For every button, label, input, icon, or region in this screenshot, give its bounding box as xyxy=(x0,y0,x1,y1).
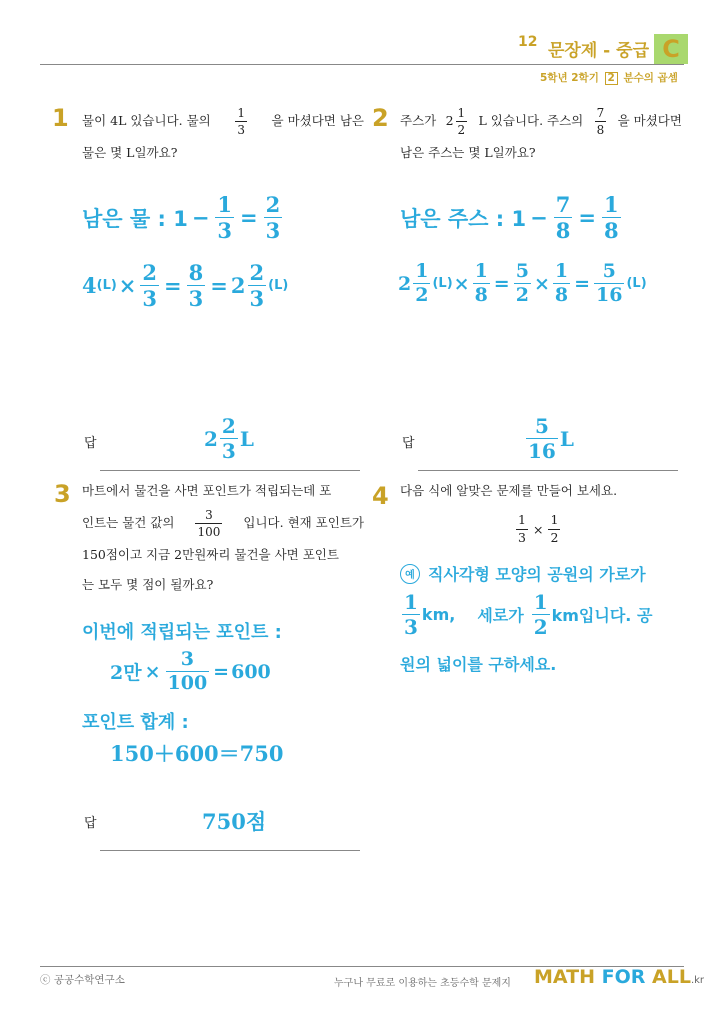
numerator: 1 xyxy=(217,192,233,217)
denominator: 8 xyxy=(474,284,488,306)
fraction xyxy=(215,194,234,241)
unit: (L) xyxy=(626,276,647,291)
denominator: 3 xyxy=(518,529,526,545)
whole-number: 2 xyxy=(445,113,454,128)
work-label-1: 이번에 적립되는 포인트 : xyxy=(82,622,282,643)
level-badge: C xyxy=(654,34,688,64)
fraction xyxy=(594,262,624,305)
problem-number: 2 xyxy=(372,104,389,132)
answer-value xyxy=(524,416,574,461)
numerator: 5 xyxy=(526,416,558,439)
numerator: 7 xyxy=(596,105,605,120)
copyright: ⓒ 공공수학연구소 xyxy=(40,974,125,986)
numerator: 1 xyxy=(474,260,488,282)
equals-sign: = xyxy=(164,273,182,298)
fraction xyxy=(548,514,560,544)
question-text xyxy=(82,104,364,168)
fraction xyxy=(553,262,570,305)
denominator: 3 xyxy=(404,615,418,639)
denominator: 3 xyxy=(221,439,236,463)
value: 2만 xyxy=(110,662,142,684)
fraction xyxy=(402,592,420,637)
fraction xyxy=(526,416,558,461)
work-line-1 xyxy=(82,194,284,241)
fraction xyxy=(248,262,267,309)
fraction xyxy=(456,107,468,136)
numerator: 1 xyxy=(554,260,569,282)
question-part: L 있습니다. 주스의 xyxy=(478,113,584,128)
brand-math: MATH xyxy=(534,966,595,988)
question-line: 는 모두 몇 점이 될까요? xyxy=(82,577,214,592)
fraction xyxy=(413,262,430,305)
numerator: 1 xyxy=(237,105,245,120)
fraction xyxy=(140,262,159,309)
denominator: 3 xyxy=(249,286,265,311)
denominator: 3 xyxy=(265,218,281,243)
denominator: 16 xyxy=(528,439,556,463)
answer-line-3: 원의 넓이를 구하세요. xyxy=(400,655,557,674)
page-number: 12 xyxy=(518,34,538,50)
expression xyxy=(514,514,562,544)
equals-sign: = xyxy=(574,272,591,295)
unit: (L) xyxy=(432,276,453,291)
equals-sign: = xyxy=(210,273,228,298)
answer-underline xyxy=(418,470,678,471)
answer-value xyxy=(204,416,254,461)
question-part: 물은 몇 L일까요? xyxy=(82,145,178,160)
unit: L xyxy=(559,426,574,451)
numerator: 5 xyxy=(594,262,624,284)
answer-text: 직사각형 모양의 공원의 가로가 xyxy=(428,565,646,584)
times-sign: × xyxy=(532,521,544,537)
denominator: 100 xyxy=(167,672,208,694)
times-sign: × xyxy=(144,660,161,683)
worksheet-title: 문장제 - 중급 xyxy=(548,41,650,61)
question-line: 150점이고 지금 2만원짜리 물건을 사면 포인트 xyxy=(82,547,339,562)
denominator: 2 xyxy=(550,529,559,545)
denominator: 8 xyxy=(554,284,569,306)
times-sign: × xyxy=(453,272,470,295)
answer-text: km입니다. 공 xyxy=(551,606,653,625)
times-sign: × xyxy=(118,273,137,298)
denominator: 16 xyxy=(596,284,623,306)
question-part: 남은 주스는 몇 L일까요? xyxy=(400,145,536,160)
fraction xyxy=(514,262,531,305)
problem-number: 1 xyxy=(52,104,69,132)
numerator: 1 xyxy=(603,192,619,217)
question-part: 인트는 물건 값의 xyxy=(82,515,175,530)
header-rule xyxy=(40,64,684,65)
work-line-2: 150＋600＝750 xyxy=(110,741,284,766)
denominator: 2 xyxy=(515,284,529,306)
question-part: 을 마셨다면 xyxy=(617,113,682,128)
fraction xyxy=(187,262,206,309)
answer-label: 답 xyxy=(402,436,415,451)
numerator: 3 xyxy=(166,650,210,672)
denominator: 2 xyxy=(533,615,548,639)
value: 4 xyxy=(82,273,97,298)
unit: km, xyxy=(421,605,456,624)
unit-subtitle xyxy=(540,70,678,85)
denominator: 2 xyxy=(457,122,466,137)
equals-sign: = xyxy=(578,205,596,230)
denominator: 3 xyxy=(237,122,245,137)
numerator: 1 xyxy=(457,105,466,120)
fraction xyxy=(602,194,621,241)
equals-sign: = xyxy=(213,660,230,683)
denominator: 3 xyxy=(217,218,233,243)
work-line-1 xyxy=(400,194,623,241)
times-sign: × xyxy=(533,272,550,295)
answer-underline xyxy=(100,470,360,471)
minus-sign: − xyxy=(191,205,210,230)
whole-number: 2 xyxy=(230,273,246,298)
answer-text: 세로가 xyxy=(477,606,524,625)
whole-number: 2 xyxy=(398,272,412,295)
denominator: 100 xyxy=(197,524,221,539)
question-part: 입니다. 현재 포인트가 xyxy=(243,515,364,530)
mixed-number xyxy=(446,106,470,136)
problem-number: 3 xyxy=(54,480,71,508)
result: 600 xyxy=(231,660,271,683)
numerator: 1 xyxy=(533,590,548,614)
numerator: 5 xyxy=(515,260,529,282)
denominator: 8 xyxy=(555,218,571,243)
answer-value: 750점 xyxy=(202,809,267,834)
problem-number: 4 xyxy=(372,482,389,510)
brand-all: ALL xyxy=(652,966,691,988)
numerator: 1 xyxy=(415,260,429,282)
equals-sign: = xyxy=(240,205,258,230)
denominator: 3 xyxy=(142,286,158,311)
unit: (L) xyxy=(96,278,117,293)
denominator: 8 xyxy=(596,122,605,137)
fraction xyxy=(532,592,550,637)
equals-sign: = xyxy=(493,272,510,295)
fraction xyxy=(516,514,528,544)
brand-kr: .kr xyxy=(690,975,705,986)
question-part: 물이 4L 있습니다. 물의 xyxy=(82,113,211,128)
work-line-2 xyxy=(82,262,288,309)
minus-sign: − xyxy=(530,205,548,230)
brand-logo xyxy=(534,966,704,988)
answer-line-1 xyxy=(400,562,646,585)
work-line-2 xyxy=(398,262,647,305)
question-part: 주스가 xyxy=(400,113,437,128)
question-text xyxy=(82,476,364,600)
fraction xyxy=(220,416,238,461)
answer-label: 답 xyxy=(84,436,97,451)
fraction xyxy=(195,509,222,538)
fraction xyxy=(264,194,283,241)
work-label-2: 포인트 합계 : xyxy=(82,712,189,733)
denominator: 8 xyxy=(603,218,619,243)
numerator: 7 xyxy=(555,192,571,217)
unit: (L) xyxy=(268,278,289,293)
whole-number: 2 xyxy=(204,426,218,451)
work-label: 남은 물 : 1 xyxy=(82,206,188,231)
answer-line-2 xyxy=(400,592,652,637)
grade-label: 5학년 2학기 xyxy=(540,72,599,84)
example-mark: 예 xyxy=(400,564,420,584)
denominator: 3 xyxy=(188,286,204,311)
fraction xyxy=(235,107,247,136)
numerator: 8 xyxy=(188,260,204,285)
fraction xyxy=(166,650,210,693)
slogan: 누구나 무료로 이용하는 초등수학 문제지 xyxy=(334,978,511,989)
unit-title: 분수의 곱셈 xyxy=(623,72,678,84)
answer-label: 답 xyxy=(84,816,97,831)
fraction xyxy=(554,194,573,241)
unit: L xyxy=(239,426,254,451)
fraction xyxy=(473,262,490,305)
numerator: 2 xyxy=(249,260,265,285)
question-line: 마트에서 물건을 사면 포인트가 적립되는데 포 xyxy=(82,483,332,498)
unit-number: 2 xyxy=(605,72,618,85)
question-text: 다음 식에 알맞은 문제를 만들어 보세요. xyxy=(400,483,618,498)
numerator: 1 xyxy=(516,514,528,530)
question-part: 을 마셨다면 남은 xyxy=(271,113,364,128)
numerator: 1 xyxy=(404,590,418,614)
brand-for: FOR xyxy=(601,966,646,988)
numerator: 2 xyxy=(142,260,158,285)
numerator: 2 xyxy=(265,192,281,217)
work-label: 남은 주스 : 1 xyxy=(400,206,527,231)
denominator: 2 xyxy=(415,284,429,306)
numerator: 1 xyxy=(548,514,560,530)
numerator: 3 xyxy=(195,509,222,524)
answer-underline xyxy=(100,850,360,851)
fraction xyxy=(595,107,607,136)
numerator: 2 xyxy=(221,414,236,438)
work-line-1 xyxy=(110,650,271,693)
question-text xyxy=(400,104,682,168)
